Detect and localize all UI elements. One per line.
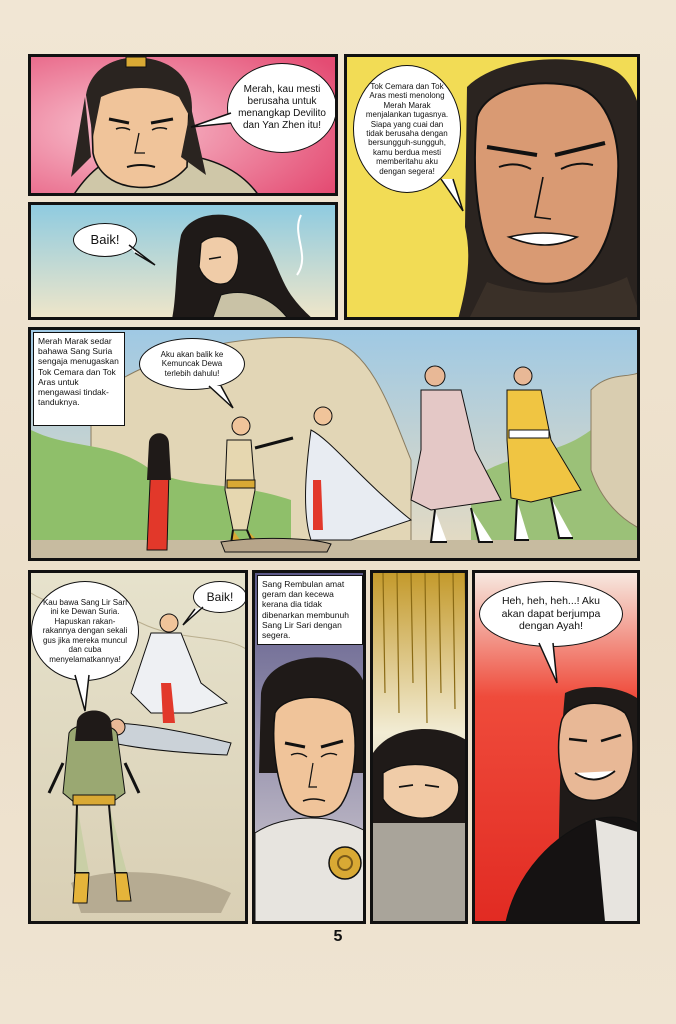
bubble-tail-p5-left [71,673,95,713]
panel-7 [370,570,468,924]
speech-bubble-p2: Tok Cemara dan Tok Aras mesti menolong Merah Marak menjalankan tugasnya. Siapa yang cuai dan tidak berusaha dengan bersungguh-sungguh, kamu berdua mesti memberitahu aku dengan segera! [353,65,461,193]
panel-2 [344,54,640,320]
panel-7-art [373,573,468,924]
speech-bubble-p1: Merah, kau mesti berusaha untuk menangkap Devilito dan Yan Zhen itu! [227,63,337,153]
speech-bubble-p5-right: Baik! [193,581,247,613]
panel-4 [28,327,640,561]
caption-p6: Sang Rembulan amat geram dan kecewa kerana dia tidak dibenarkan membunuh Sang Lir Sari dengan segera. [257,575,363,645]
speech-bubble-p5-left: Kau bawa Sang Lir Sari ini ke Dewan Suria. Hapuskan rakan-rakannya dengan sekali gus jika mereka muncul dan cuba menyelamatkannya! [31,581,139,681]
bubble-tail-p1 [189,111,233,131]
panel-6 [252,570,366,924]
bubble-tail-p2 [437,177,467,213]
bubble-tail-p4 [207,384,237,410]
page-number: 5 [333,928,343,945]
bubble-tail-p8 [535,641,565,685]
speech-bubble-p3: Baik! [73,223,137,257]
panel-5 [28,570,248,924]
panel-8 [472,570,640,924]
bubble-tail-p5-right [181,605,205,627]
speech-bubble-p8: Heh, heh, heh...! Aku akan dapat berjumpa dengan Ayah! [479,581,623,647]
panel-3 [28,202,338,320]
panel-3-art [31,205,338,320]
panel-1 [28,54,338,196]
speech-bubble-p4: Aku akan balik ke Kemuncak Dewa terlebih dahulu! [139,338,245,390]
caption-p4: Merah Marak sedar bahawa Sang Suria sengaja menugaskan Tok Cemara dan Tok Aras untuk mengawasi tindak-tanduknya. [33,332,125,426]
bubble-tail-p3 [127,243,157,267]
